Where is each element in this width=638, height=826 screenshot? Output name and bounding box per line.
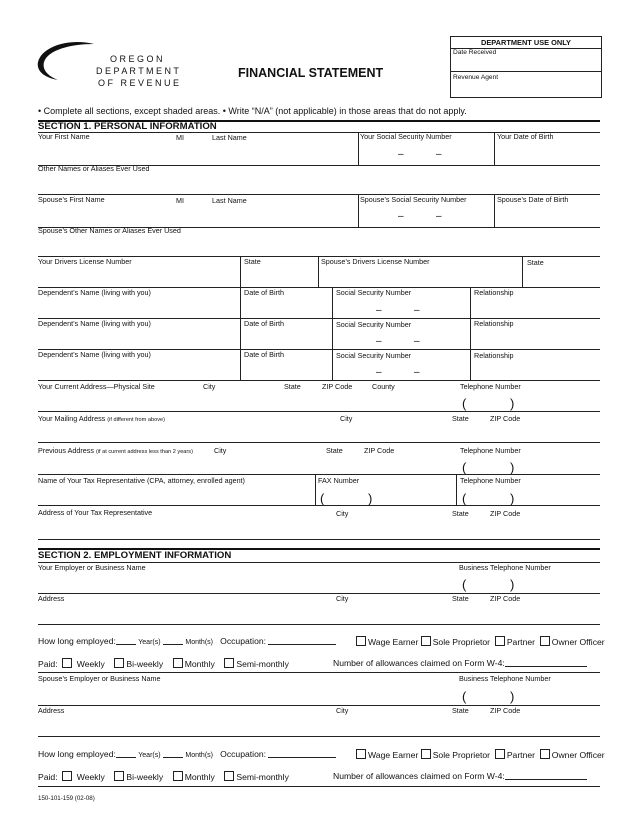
dl-label: Your Drivers License Number	[38, 257, 132, 266]
section2-title: SECTION 2. EMPLOYMENT INFORMATION	[38, 550, 232, 561]
owner-officer-checkbox[interactable]	[540, 636, 550, 646]
dependent-1-label: Dependent’s Name (living with you)	[38, 288, 151, 297]
oregon-revenue-logo-swoosh	[36, 40, 96, 84]
logo-line-2: D E P A R T M E N T	[96, 66, 179, 76]
first-name-label: Your First Name	[38, 132, 90, 141]
spouse-semimonthly-checkbox[interactable]	[224, 771, 234, 781]
spouse-dob-label: Spouse’s Date of Birth	[497, 195, 569, 204]
tax-rep-label: Name of Your Tax Representative (CPA, attorney, enrolled agent)	[38, 476, 245, 485]
dependent-2-label: Dependent’s Name (living with you)	[38, 319, 151, 328]
spouse-monthly-checkbox[interactable]	[173, 771, 183, 781]
sole-proprietor-checkbox[interactable]	[421, 636, 431, 646]
spouse-sole-proprietor-checkbox[interactable]	[421, 749, 431, 759]
section1-title: SECTION 1. PERSONAL INFORMATION	[38, 121, 217, 132]
department-use-box	[450, 36, 602, 98]
spouse-ssn-label: Spouse’s Social Security Number	[360, 195, 467, 204]
allowances-row-2: Number of allowances claimed on Form W-4:	[333, 771, 587, 781]
mailing-address-label: Your Mailing Address (if different from above)	[38, 414, 165, 423]
employment-type-row-1[interactable]: Wage Earner Sole Proprietor Partner Owner Officer	[356, 636, 605, 647]
previous-address-label: Previous Address (if at current address less than 2 years)	[38, 446, 193, 455]
instructions: • Complete all sections, except shaded areas. • Write “N/A” (not applicable) in those areas that do not apply.	[38, 106, 467, 116]
logo-line-3: O F R E V E N U E	[98, 78, 180, 88]
biweekly-checkbox[interactable]	[114, 658, 124, 668]
page-title: FINANCIAL STATEMENT	[238, 66, 384, 80]
form-number: 150-101-159 (02-08)	[38, 795, 95, 802]
date-received-label: Date Received	[453, 49, 497, 56]
employer-label: Your Employer or Business Name	[38, 563, 146, 572]
wage-earner-checkbox[interactable]	[356, 636, 366, 646]
revenue-agent-label: Revenue Agent	[453, 74, 499, 81]
spouse-employer-label: Spouse’s Employer or Business Name	[38, 674, 161, 683]
spouse-last-name-label: Last Name	[212, 196, 247, 205]
allowances-row-1: Number of allowances claimed on Form W-4:	[333, 658, 587, 668]
logo-line-1: O R E G O N	[110, 54, 163, 64]
spouse-owner-officer-checkbox[interactable]	[540, 749, 550, 759]
spouse-other-names-label: Spouse’s Other Names or Aliases Ever Used	[38, 226, 181, 235]
how-long-row-1: How long employed: Year(s) Month(s) Occupation:	[38, 636, 336, 648]
spouse-wage-earner-checkbox[interactable]	[356, 749, 366, 759]
dl-state-label: State	[244, 257, 261, 266]
spouse-employer-address-label: Address	[38, 706, 65, 715]
monthly-checkbox[interactable]	[173, 658, 183, 668]
paid-row-1[interactable]: Paid: Weekly Bi-weekly Monthly Semi-monthly	[38, 659, 289, 669]
paid-row-2[interactable]: Paid: Weekly Bi-weekly Monthly Semi-monthly	[38, 772, 289, 782]
ssn-label: Your Social Security Number	[360, 132, 452, 141]
current-address-label: Your Current Address—Physical Site	[38, 382, 155, 391]
spouse-first-name-label: Spouse’s First Name	[38, 195, 105, 204]
spouse-dl-label: Spouse’s Drivers License Number	[321, 257, 430, 266]
semimonthly-checkbox[interactable]	[224, 658, 234, 668]
partner-checkbox[interactable]	[495, 636, 505, 646]
spouse-dl-state-label: State	[527, 258, 544, 267]
how-long-row-2: How long employed: Year(s) Month(s) Occupation:	[38, 749, 336, 761]
last-name-label: Last Name	[212, 133, 247, 142]
spouse-biweekly-checkbox[interactable]	[114, 771, 124, 781]
spouse-weekly-checkbox[interactable]	[62, 771, 72, 781]
spouse-partner-checkbox[interactable]	[495, 749, 505, 759]
employment-type-row-2[interactable]: Wage Earner Sole Proprietor Partner Owner Officer	[356, 749, 605, 760]
tax-rep-address-label: Address of Your Tax Representative	[38, 508, 153, 517]
dependent-3-label: Dependent’s Name (living with you)	[38, 350, 151, 359]
dob-label: Your Date of Birth	[497, 132, 554, 141]
employer-address-label: Address	[38, 594, 65, 603]
other-names-label: Other Names or Aliases Ever Used	[38, 164, 150, 173]
weekly-checkbox[interactable]	[62, 658, 72, 668]
spouse-mi-label: MI	[176, 196, 184, 205]
mi-label: MI	[176, 133, 184, 142]
department-use-title: DEPARTMENT USE ONLY	[451, 37, 601, 49]
